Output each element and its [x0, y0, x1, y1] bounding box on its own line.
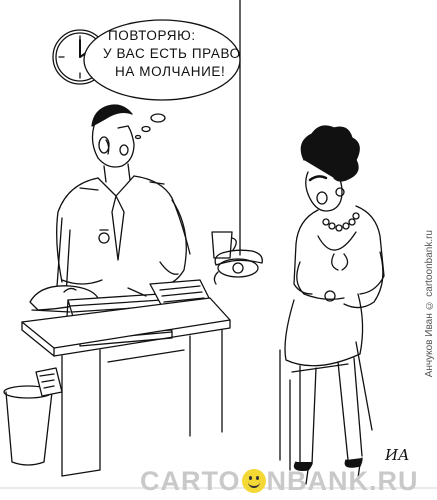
watermark-part1: CARTO	[140, 466, 241, 496]
speech-line-1: ПОВТОРЯЮ:	[108, 28, 196, 43]
thought-dots	[136, 114, 166, 139]
woman-figure	[285, 126, 384, 484]
smiley-icon	[242, 469, 266, 493]
speech-line-3: НА МОЛЧАНИЕ!	[115, 64, 226, 79]
vertical-credit: Анчуков Иван © cartoonbank.ru	[424, 230, 435, 378]
watermark	[140, 466, 419, 497]
telephone-icon	[214, 250, 262, 284]
speech-line-2: У ВАС ЕСТЬ ПРАВО	[103, 46, 241, 61]
artist-signature: ИА	[385, 446, 410, 464]
watermark-part2: NBANK.RU	[266, 466, 419, 496]
officer-figure	[57, 105, 190, 284]
wastebasket	[4, 368, 62, 465]
mug-icon	[212, 232, 236, 258]
